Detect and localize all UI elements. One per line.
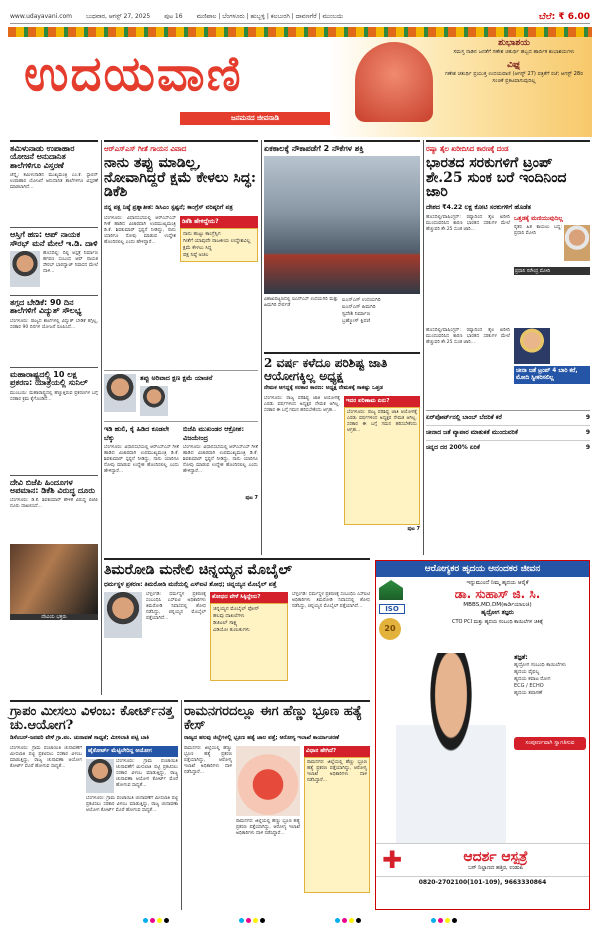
sidebar-box-title: ಡಿಕೆಶಿ ಹೇಳಿದ್ದೇನು? bbox=[180, 216, 258, 228]
hospital-phone[interactable]: 0820-2702100(101-109), 9663330864 bbox=[376, 876, 589, 888]
quote-headline: ಇಡಿ ಹುಲಿ, ಕೈ ಹಿಡಿದ ಕೂಡಲೇ ಬೆಕ್ಕು bbox=[104, 425, 170, 443]
hospital-ad[interactable] bbox=[375, 560, 590, 910]
side-title: ಒತ್ತಡಕ್ಕೆ ಮಣಿಯುವುದಿಲ್ಲ bbox=[514, 215, 563, 223]
list-item: ಕ್ಷಮೆ ಕೇಳಲು ಸಿದ್ಧ bbox=[183, 245, 212, 252]
illustration-image bbox=[236, 746, 300, 816]
caste-subheadline: ನೇಮಕ ಆಗದ್ದಕ್ಕೆ ಸರಕಾರ ಕಾರಣ: ಅಧ್ಯಕ್ಷ ನೇಮಕಕ್ಕೆ ಸಾಕಷ್ಟು ಒತ್ತಡ bbox=[264, 385, 383, 392]
list-item: ಐಎನ್‌ಎಸ್ ಹಿಮಗಿರಿ bbox=[342, 304, 376, 311]
teaser-title: ಚೀನಾದ ಜತೆ ವ್ಯಾಪಾರ ಮಾತುಕತೆ ಮುಂದುವರಿಕೆ bbox=[426, 429, 518, 437]
foeticide-subheadline: ರಾಜ್ಯದ ಹಲವು ಜಿಲ್ಲೆಗಳಲ್ಲಿ ಭ್ರೂಣ ಹತ್ಯೆ ಜಾಲ ಪತ್ತೆ; ಆರೋಗ್ಯ ಇಲಾಖೆ ಕಾರ್ಯಾಚರಣೆ bbox=[184, 735, 340, 742]
caste-body: ಬೆಂಗಳೂರು: ರಾಜ್ಯ ಪರಿಶಿಷ್ಟ ಜಾತಿ ಆಯೋಗಕ್ಕೆ ಎರಡು ವರ್ಷಗಳಿಂದ ಅಧ್ಯಕ್ಷರ ನೇಮಕ ಆಗಿಲ್ಲ. ಸರಕಾರ ಈ ಬಗ್ಗೆ ಗಮನ ಹರಿಸಬೇಕೆಂದು ಆಗ್ರಹ... bbox=[264, 396, 340, 414]
warship-photo bbox=[264, 156, 420, 294]
service-item: ECG / ECHO bbox=[514, 683, 544, 689]
foeticide-body-cont: ರಾಮನಗರ: ಜಿಲ್ಲೆಯಲ್ಲಿ ಹೆಣ್ಣು ಭ್ರೂಣ ಹತ್ಯೆ ಪ್ರಕರಣ ಪತ್ತೆಯಾಗಿದ್ದು, ಆರೋಗ್ಯ ಇಲಾಖೆ ಅಧಿಕಾರಿಗಳು ದಾಳಿ ನಡೆಸಿದ್ದಾರೆ... bbox=[236, 819, 300, 837]
thimarodi-body-cont: ಬೆಳ್ತಂಗಡಿ: ಧರ್ಮಸ್ಥಳ ಪ್ರಕರಣಕ್ಕೆ ಸಂಬಂಧಿಸಿ ಎಸ್‌ಐಟಿ ಅಧಿಕಾರಿಗಳು ತಿಮರೋಡಿ ನಿವಾಸದಲ್ಲಿ ಶೋಧ ನಡೆಸಿದ್ದು, ಚಿನ್ನಯ್ಯನ ಮೊಬೈಲ್ ಪತ್ತೆಯಾಗಿದೆ... bbox=[292, 591, 370, 609]
story-text: ಬೆಂಗಳೂರು: ಡಿ.ಕೆ. ಶಿವಕುಮಾರ್ ಹೇಳಿಕೆ ವಿರುದ್ಧ ಬಿಜೆಪಿ ದೂರು ದಾಖಲಿಸಿದೆ... bbox=[10, 498, 98, 510]
sidebar-box-title: ಇದರ ಪರಿಣಾಮ ಏನು? bbox=[344, 396, 420, 407]
list-item: ಡಿಜಿಟಲ್ ಸಾಕ್ಷ್ಯ bbox=[213, 619, 238, 626]
teaser-item[interactable] bbox=[426, 426, 590, 441]
story-headline[interactable]: ಮಹಾರಾಷ್ಟ್ರದಲ್ಲಿ 10 ಲಕ್ಷ ಪ್ರಕರಣ: ಯಾತ್ರೆಯಲ್ಲಿ ಸುನಿಲ್ bbox=[10, 367, 98, 388]
photo-caption: ಪ್ರಧಾನಿ ನರೇಂದ್ರ ಮೋದಿ bbox=[514, 267, 590, 275]
greeting-title: ಶುಭಾಶಯ bbox=[498, 38, 530, 48]
ad-banner: ಆರೋಗ್ಯಕರ ಹೃದಯ ಆನಂದಕರ ಜೀವನ bbox=[376, 561, 589, 577]
photo-caption: ದೇವಿಯ ಭಕ್ತರು bbox=[10, 614, 98, 620]
left-column bbox=[10, 140, 98, 695]
iso-badge: ISO bbox=[379, 604, 405, 614]
list-item: ಸ್ವದೇಶಿ ನಿರ್ಮಾಣ bbox=[342, 311, 371, 318]
trump-photo bbox=[514, 328, 550, 364]
modi-photo bbox=[564, 225, 590, 261]
lead-headline[interactable]: ನಾನು ತಪ್ಪು ಮಾಡಿಲ್ಲ, ನೋವಾಗಿದ್ದರೆ ಕ್ಷಮೆ ಕೇಳಲು ಸಿದ್ಧ: ಡಿಕೆಶಿ bbox=[104, 155, 257, 201]
caste-story bbox=[264, 352, 420, 555]
story-headline[interactable]: ತಗ್ಗದ ಬೇಡಿಕೆ: 90 ದಿನ ಶಾಲೆಗಳಿಗೆ ವಿದ್ಯುತ್ ಸೌಲಭ್ಯ bbox=[10, 295, 98, 316]
column-divider bbox=[101, 140, 102, 695]
teaser-title: ಚಿನ್ನದ ದರ 200% ಏರಿಕೆ bbox=[426, 444, 480, 452]
gp-headline[interactable]: ಗ್ರಾಪಂ ಮೀಸಲು ವಿಳಂಬ: ಕೋರ್ಟ್‌ನತ್ತ ಚು.ಆಯೋಗ? bbox=[10, 704, 174, 733]
sidebar-box bbox=[180, 228, 258, 262]
hospital-emblem-icon: ✚ bbox=[382, 846, 403, 874]
list-item: ಹಲವು ದಾಖಲೆಗಳು bbox=[213, 612, 245, 619]
devotees-photo bbox=[10, 544, 98, 614]
suspect-photo bbox=[104, 592, 142, 638]
gp-body: ಬೆಂಗಳೂರು: ಗ್ರಾಮ ಪಂಚಾಯಿತಿ ಚುನಾವಣೆಗೆ ಮೀಸಲಾತಿ ಪಟ್ಟಿ ಪ್ರಕಟಿಸಲು ಸರಕಾರ ವಿಳಂಬ ಮಾಡುತ್ತಿದ್ದು, ರಾಜ್ಯ ಚುನಾವಣಾ ಆಯೋಗ ಕೋರ್ಟ್ ಮೊರೆ ಹೋಗುವ ಸಾಧ್ಯತೆ... bbox=[10, 746, 82, 770]
greeting-box bbox=[440, 40, 588, 85]
greeting-text: ಸಮಸ್ತ ನಾಡಿನ ಜನತೆಗೆ ಗಣೇಶ ಚತುರ್ಥಿ ಹಬ್ಬದ ಹಾರ್ದಿಕ ಶುಭಾಶಯಗಳು bbox=[453, 49, 575, 55]
story-text: ಬೆಂಗಳೂರು: ರಾಜ್ಯದ ಶಾಲೆಗಳಲ್ಲಿ ವಿದ್ಯುತ್ ಬೇಡಿಕೆ ತಗ್ಗಿಲ್ಲ, ಸರಕಾರ 90 ದಿನಗಳ ಯೋಜನೆ ರೂಪಿಸಿದೆ... bbox=[10, 318, 98, 330]
holiday-title: ವಿಘ್ನ bbox=[507, 60, 521, 70]
sidebar-box-title: ಶೋಧದ ವೇಳೆ ಸಿಕ್ಕಿದ್ದೇನು? bbox=[210, 592, 288, 603]
politician-photo bbox=[10, 251, 40, 287]
teaser-page: 9 bbox=[585, 429, 590, 437]
garland-decoration bbox=[8, 27, 592, 37]
thimarodi-body: ಬೆಳ್ತಂಗಡಿ: ಧರ್ಮಸ್ಥಳ ಪ್ರಕರಣಕ್ಕೆ ಸಂಬಂಧಿಸಿ ಎಸ್‌ಐಟಿ ಅಧಿಕಾರಿಗಳು ತಿಮರೋಡಿ ನಿವಾಸದಲ್ಲಿ ಶೋಧ ನಡೆಸಿದ್ದು, ಚಿನ್ನಯ್ಯನ ಮೊಬೈಲ್ ಪತ್ತೆಯಾಗಿದೆ... bbox=[146, 591, 206, 621]
price: ಬೆಲೆ: ₹ 6.00 bbox=[538, 11, 590, 22]
service-item: ಹೃದಯ ವೈಫಲ್ಯ bbox=[514, 669, 540, 675]
story-headline[interactable]: ಆಸ್ತಿಗೆ ಹಣ: ಆಪ್ ನಾಯಕ ಸೌರಭ್ ಮನೆ ಮೇಲೆ ಇ.ಡಿ. ದಾಳಿ bbox=[10, 227, 98, 248]
warship-caption: ವಿಶಾಖಪಟ್ಟಣದಲ್ಲಿ ಐಎನ್‌ಎಸ್ ಉದಯಗಿರಿ ಮತ್ತು ಹಿಮಗಿರಿ ಸೇರ್ಪಡೆ bbox=[264, 297, 338, 309]
quote-headline: ತಪ್ಪು ಅರಿವಾದ ಕ್ಷಣ ಕ್ಷಮೆ ಯಾಚನೆ bbox=[140, 374, 213, 383]
color-dots bbox=[239, 918, 265, 923]
teaser-page: 9 bbox=[585, 414, 590, 422]
quote-headline: ಬಿಜೆಪಿ ಮುಖಂಡರ ಆಕ್ರೋಶ: ವಿಜಯೇಂದ್ರ bbox=[183, 425, 245, 443]
caste-headline[interactable]: 2 ವರ್ಷ ಕಳೆದೂ ಪರಿಶಿಷ್ಟ ಜಾತಿ ಆಯೋಗಕ್ಕಿಲ್ಲ ಅಧ್ಯಕ್ಷ bbox=[264, 356, 388, 383]
service-item: ಹೃದಯ ಕವಾಟ ರೋಗ bbox=[514, 676, 551, 682]
doctor-photo bbox=[396, 653, 506, 843]
lead-story bbox=[104, 140, 258, 555]
hospital-logo-icon bbox=[379, 580, 403, 600]
trump-box-headline[interactable]: ಚೀನಾ ಜತೆ ಟ್ರಂಪ್ 4 ಬಾರಿ ಕರೆ, ಮೋದಿ ಸ್ವೀಕರಿಸಲಿಲ್ಲ bbox=[514, 366, 590, 384]
page-count: ಪುಟ 16 bbox=[164, 12, 183, 20]
jump-link[interactable]: ಪುಟ 7 bbox=[407, 526, 420, 533]
service-item: ಹೃದಯ ತಪಾಸಣೆ bbox=[514, 690, 543, 696]
list-item: ಚಿನ್ನಯ್ಯನ ಮೊಬೈಲ್ ಫೋನ್ bbox=[213, 605, 260, 612]
story-text: ಹೊಸದಿಲ್ಲಿ: ದಿಲ್ಲಿ ಆಸ್ಪತ್ರೆ ನಿರ್ಮಾಣ ಹಗರಣ ಸಂಬಂಧ ಆಪ್ ನಾಯಕ ಸೌರಭ್ ಭಾರದ್ವಾಜ್ ನಿವಾಸದ ಮೇಲೆ ದಾಳಿ... bbox=[43, 250, 98, 274]
story-kicker: ರಷ್ಯಾ ತೈಲ ಖರೀದಿಸಿದ ಕಾರಣಕ್ಕೆ ದಂಡ bbox=[426, 145, 509, 153]
story-kicker: ಆರ್‌ಎಸ್‌ಎಸ್ ಗೀತೆ ಗಾಯನ ವಿವಾದ bbox=[104, 145, 187, 153]
sidebar-box-title: ಹೈಕೋರ್ಟ್ ಮೆಟ್ಟಿಲೇರಿದ್ದ ಆಯೋಗ bbox=[86, 746, 178, 757]
lead-body: ಬೆಂಗಳೂರು: ವಿಧಾನಸಭೆಯಲ್ಲಿ ಆರ್‌ಎಸ್‌ಎಸ್ ಗೀತೆ ಹಾಡಿದ ವಿಚಾರವಾಗಿ ಉಪಮುಖ್ಯಮಂತ್ರಿ ಡಿ.ಕೆ. ಶಿವಕುಮಾರ್ ಸ್ಪಷ್ಟನೆ ನೀಡಿದ್ದು, ನಾನು ಯಾರಿಗೂ ನೋವು ಮಾಡುವ ಉದ್ದೇಶ ಹೊಂದಿರಲಿಲ್ಲ ಎಂದು ಹೇಳಿದ್ದಾರೆ... bbox=[104, 216, 176, 246]
website-url[interactable]: www.udayavani.com bbox=[10, 13, 73, 20]
thimarodi-story bbox=[104, 558, 370, 695]
tariff-headline[interactable]: ಭಾರತದ ಸರಕುಗಳಿಗೆ ಟ್ರಂಪ್ ಶೇ.25 ಸುಂಕ ಬರೆ ಇಂದಿನಿಂದ ಜಾರಿ bbox=[426, 155, 567, 201]
list-item: ನಾನು ಹುಟ್ಟು ಕಾಂಗ್ರೆಸ್ಸಿಗ bbox=[183, 231, 221, 238]
story-text: ಮುಂಬಯಿ: ಮಹಾರಾಷ್ಟ್ರದಲ್ಲಿ ಹೆಚ್ಚುತ್ತಿರುವ ಪ್ರಕರಣಗಳ ಬಗ್ಗೆ ಸರಕಾರ ಕ್ರಮ ಕೈಗೊಂಡಿದೆ... bbox=[10, 390, 98, 402]
sidebar-box-text: ರಾಮನಗರ: ಜಿಲ್ಲೆಯಲ್ಲಿ ಹೆಣ್ಣು ಭ್ರೂಣ ಹತ್ಯೆ ಪ್ರಕರಣ ಪತ್ತೆಯಾಗಿದ್ದು, ಆರೋಗ್ಯ ಇಲಾಖೆ ಅಧಿಕಾರಿಗಳು ದಾಳಿ ನಡೆಸಿದ್ದಾರೆ... bbox=[304, 757, 370, 893]
list-item: ಬ್ರಹ್ಮೋಸ್ ಕ್ಷಿಪಣಿ bbox=[342, 318, 371, 325]
hospital-name: ಆದರ್ಶ ಆಸ್ಪತ್ರೆ bbox=[463, 848, 528, 865]
quote-text: ಬೆಂಗಳೂರು: ವಿಧಾನಸಭೆಯಲ್ಲಿ ಆರ್‌ಎಸ್‌ಎಸ್ ಗೀತೆ ಹಾಡಿದ ವಿಚಾರವಾಗಿ ಉಪಮುಖ್ಯಮಂತ್ರಿ ಡಿ.ಕೆ. ಶಿವಕುಮಾರ್ ಸ್ಪಷ್ಟನೆ ನೀಡಿದ್ದು, ನಾನು ಯಾರಿಗೂ ನೋವು ಮಾಡುವ ಉದ್ದೇಶ ಹೊಂದಿರಲಿಲ್ಲ ಎಂದು ಹೇಳಿದ್ದಾರೆ... bbox=[104, 445, 179, 475]
teaser-title: ಏರ್‌ಪೋರ್ಟ್‌ನಲ್ಲಿ ಬಾಂಬ್ ಬೆದರಿಕೆ ಕರೆ bbox=[426, 414, 502, 422]
tariff-story bbox=[426, 140, 590, 555]
list-item: ಪಕ್ಷ ನಿಷ್ಠೆ ಅಚಲ bbox=[183, 252, 209, 259]
column-divider bbox=[181, 700, 182, 910]
sidebar-box bbox=[210, 603, 288, 681]
service-item: ಹೃದ್ರೋಗ ಸಂಬಂಧಿ ಕಾಯಿಲೆಗಳು bbox=[514, 662, 567, 668]
top-info-bar bbox=[10, 10, 590, 24]
experience-badge: 20 bbox=[379, 618, 401, 640]
holiday-text: ಗಣೇಶ ಚತುರ್ಥಿ ಪ್ರಯುಕ್ತ ಉದಯವಾಣಿ (ಆಗಸ್ಟ್ 27) ಪತ್ರಿಕೆಗೆ ರಜೆ; ಆಗಸ್ಟ್ 28ರ ಸಂಚಿಕೆ ಪ್ರಕಟವಾಗುವುದಿಲ್ಲ bbox=[445, 71, 583, 84]
editions-list: ಮಣಿಪಾಲ | ಬೆಂಗಳೂರು | ಹುಬ್ಬಳ್ಳಿ | ಕಲಬುರಗಿ | ದಾವಣಗೆರೆ | ಮುಂಬಯಿ bbox=[196, 12, 344, 20]
print-registration-marks bbox=[0, 912, 600, 928]
tariff-body-cont: ಹೊಸದಿಲ್ಲಿ/ವಾಷಿಂಗ್ಟನ್: ರಷ್ಯಾದಿಂದ ತೈಲ ಖರೀದಿ ಮುಂದುವರಿಸಿದ ಕಾರಣ ಭಾರತದ ಸರಕುಗಳ ಮೇಲೆ ಹೆಚ್ಚುವರಿ ಶೇ.25 ಸುಂಕ ಜಾರಿ... bbox=[426, 328, 510, 346]
tariff-subheadline: ದೇಶದ ₹4.22 ಲಕ್ಷ ಕೋಟಿ ಸರಕುಗಳಿಗೆ ಹೊಡೆತ bbox=[426, 203, 531, 212]
thimarodi-headline[interactable]: ತಿಮರೋಡಿ ಮನೇಲಿ ಚಿನ್ನಯ್ಯನ ಮೊಬೈಲ್ bbox=[104, 562, 293, 578]
tariff-body: ಹೊಸದಿಲ್ಲಿ/ವಾಷಿಂಗ್ಟನ್: ರಷ್ಯಾದಿಂದ ತೈಲ ಖರೀದಿ ಮುಂದುವರಿಸಿದ ಕಾರಣ ಭಾರತದ ಸರಕುಗಳ ಮೇಲೆ ಹೆಚ್ಚುವರಿ ಶೇ.25 ಸುಂಕ ಜಾರಿ... bbox=[426, 215, 510, 233]
leader-photo bbox=[140, 386, 168, 416]
story-text: ಚೆನ್ನೈ: ತಮಿಳುನಾಡಿನ ಮುಖ್ಯಮಂತ್ರಿ ಎಂ.ಕೆ. ಸ್ಟಾಲಿನ್ ಉಪಾಹಾರ ಯೋಜನೆ ಅನುದಾನಿತ ಶಾಲೆಗಳಿಗೂ ವಿಸ್ತರಣೆ ಮಾಡಲಾಗಿದೆ... bbox=[10, 173, 98, 191]
doctor-specialty: CTO PCI ಮತ್ತು ಹೃದಯ ಸಂಬಂಧಿ ಕಾಯಿಲೆಗಳ ಚಿಕಿತ್ಸೆ bbox=[451, 619, 544, 625]
newspaper-logo: ಉದಯವಾಣಿ bbox=[24, 46, 243, 102]
color-dots bbox=[431, 918, 457, 923]
ganesha-illustration bbox=[355, 42, 433, 122]
quote-text: ಬೆಂಗಳೂರು: ವಿಧಾನಸಭೆಯಲ್ಲಿ ಆರ್‌ಎಸ್‌ಎಸ್ ಗೀತೆ ಹಾಡಿದ ವಿಚಾರವಾಗಿ ಉಪಮುಖ್ಯಮಂತ್ರಿ ಡಿ.ಕೆ. ಶಿವಕುಮಾರ್ ಸ್ಪಷ್ಟನೆ ನೀಡಿದ್ದು, ನಾನು ಯಾರಿಗೂ ನೋವು ಮಾಡುವ ಉದ್ದೇಶ ಹೊಂದಿರಲಿಲ್ಲ ಎಂದು ಹೇಳಿದ್ದಾರೆ... bbox=[183, 445, 258, 475]
foeticide-body: ರಾಮನಗರ: ಜಿಲ್ಲೆಯಲ್ಲಿ ಹೆಣ್ಣು ಭ್ರೂಣ ಹತ್ಯೆ ಪ್ರಕರಣ ಪತ್ತೆಯಾಗಿದ್ದು, ಆರೋಗ್ಯ ಇಲಾಖೆ ಅಧಿಕಾರಿಗಳು ದಾಳಿ ನಡೆಸಿದ್ದಾರೆ... bbox=[184, 746, 232, 776]
gp-subheadline: ಡಿಸೆಂಬರ್‌-ಜನವರಿ ವೇಳೆ ಗ್ರಾ.ಪಂ. ಚುನಾವಣೆ ಸಾಧ್ಯತೆ; ಮೀಸಲಾತಿ ಪಟ್ಟಿ ಬಾಕಿ bbox=[10, 735, 150, 742]
teaser-item[interactable] bbox=[426, 411, 590, 426]
color-dots bbox=[143, 918, 169, 923]
story-headline[interactable]: ದೇವಿ ಬಿಜೆಪಿ ಹಿಂದೂಗಳ ಅಪಮಾನ: ಡಿಕೆಶಿ ವಿರುದ್ಧ ದೂರು bbox=[10, 475, 98, 496]
services-box bbox=[514, 653, 586, 750]
warship-headline[interactable]: ಏಕಕಾಲಕ್ಕೆ ನೌಕಾಪಡೆಗೆ 2 ನೌಕೆಗಳ ಶಕ್ತಿ bbox=[264, 144, 364, 153]
story-headline[interactable]: ತಮಿಳುನಾಡು ಉಪಾಹಾರ ಯೋಜನೆ ಅನುದಾನಿತ ಶಾಲೆಗಳಿಗೂ ವಿಸ್ತರಣೆ bbox=[10, 144, 75, 170]
teaser-item[interactable] bbox=[426, 441, 590, 455]
column-divider bbox=[261, 140, 262, 555]
doctor-name: ಡಾ. ಸುಹಾಸ್ ಜಿ. ಸಿ. bbox=[454, 587, 541, 601]
gram-panchayat-story bbox=[10, 700, 178, 910]
edition-date: ಬುಧವಾರ, ಆಗಸ್ಟ್ 27, 2025 bbox=[86, 12, 151, 20]
sidebar-box-text: ಬೆಂಗಳೂರು: ರಾಜ್ಯ ಪರಿಶಿಷ್ಟ ಜಾತಿ ಆಯೋಗಕ್ಕೆ ಎರಡು ವರ್ಷಗಳಿಂದ ಅಧ್ಯಕ್ಷರ ನೇಮಕ ಆಗಿಲ್ಲ. ಸರಕಾರ ಈ ಬಗ್ಗೆ ಗಮನ ಹರಿಸಬೇಕೆಂದು ಆಗ್ರಹ... bbox=[344, 407, 420, 525]
sidebar-text: ಬೆಂಗಳೂರು: ಗ್ರಾಮ ಪಂಚಾಯಿತಿ ಚುನಾವಣೆಗೆ ಮೀಸಲಾತಿ ಪಟ್ಟಿ ಪ್ರಕಟಿಸಲು ಸರಕಾರ ವಿಳಂಬ ಮಾಡುತ್ತಿದ್ದು, ರಾಜ್ಯ ಚುನಾವಣಾ ಆಯೋಗ ಕೋರ್ಟ್ ಮೊರೆ ಹೋಗುವ ಸಾಧ್ಯತೆ... bbox=[116, 759, 178, 789]
official-photo bbox=[86, 759, 114, 793]
hospital-address: ಬಸ್ ನಿಲ್ದಾಣದ ಹತ್ತಿರ, ಉಡುಪಿ bbox=[468, 864, 523, 871]
sidebar-box-title: ವಿಧಾನ ಹೇಗಿದೆ? bbox=[304, 746, 370, 757]
dk-shivakumar-photo bbox=[104, 374, 136, 412]
list-item: ಗೀತೆಗೆ ಯಾವುದೇ ರಾಜಕೀಯ ಉದ್ದೇಶವಿಲ್ಲ bbox=[183, 238, 251, 245]
sidebar-text: ಬೆಂಗಳೂರು: ಗ್ರಾಮ ಪಂಚಾಯಿತಿ ಚುನಾವಣೆಗೆ ಮೀಸಲಾತಿ ಪಟ್ಟಿ ಪ್ರಕಟಿಸಲು ಸರಕಾರ ವಿಳಂಬ ಮಾಡುತ್ತಿದ್ದು, ರಾಜ್ಯ ಚುನಾವಣಾ ಆಯೋಗ ಕೋರ್ಟ್ ಮೊರೆ ಹೋಗುವ ಸಾಧ್ಯತೆ... bbox=[86, 796, 178, 814]
doctor-degree: MBBS,MD,DM(ಕಾರ್ಡಿಯಾಲಜಿ) bbox=[463, 602, 532, 608]
doctor-role: ಹೃದ್ರೋಗ ತಜ್ಞರು bbox=[481, 609, 514, 616]
side-text: ರೈತರ ಹಿತ ಕಾಯಲು ಬದ್ಧ: ಪ್ರಧಾನಿ ಮೋದಿ bbox=[514, 225, 562, 237]
services-title: ತಜ್ಞತೆ: bbox=[514, 653, 528, 661]
thimarodi-subheadline: ಧರ್ಮಸ್ಥಳ ಪ್ರಕರಣ: ತಿಮರೋಡಿ ಮನೆಯಲ್ಲಿ ಎಸ್‌ಐಟಿ ಶೋಧ; ಚಿನ್ನಯ್ಯನ ಮೊಬೈಲ್ ಪತ್ತೆ bbox=[104, 580, 277, 588]
list-item: ವಿಡಿಯೋ ತುಣುಕುಗಳು bbox=[213, 626, 250, 633]
foeticide-story bbox=[184, 700, 370, 910]
ad-intro: ಇನ್ನುಮುಂದೆ ನಿಮ್ಮ ಹೃದಯ ಆರೈಕೆ bbox=[466, 580, 529, 586]
tagline: ಜನಮನದ ಜೀವನಾಡಿ bbox=[180, 112, 330, 125]
list-item: ಐಎನ್‌ಎಸ್ ಉದಯಗಿರಿ bbox=[342, 297, 381, 304]
column-divider bbox=[423, 140, 424, 555]
foeticide-headline[interactable]: ರಾಮನಗರದಲ್ಲೂ ಈಗ ಹೆಣ್ಣು ಭ್ರೂಣ ಹತ್ಯೆ ಕೇಸ್ bbox=[184, 704, 362, 733]
teaser-page: 9 bbox=[585, 444, 590, 452]
jump-link[interactable]: ಪುಟ 7 bbox=[245, 495, 258, 502]
color-dots bbox=[335, 918, 361, 923]
lead-subheadline: ನನ್ನ ಪಕ್ಷ ನಿಷ್ಠೆ ಪ್ರಶ್ನಾತೀತ: ಡಿಸಿಎಂ ಸ್ಪಷ್ಟನೆ; ಕಾಂಗ್ರೆಸ್ ವರಿಷ್ಠರಿಗೆ ಪತ್ರ bbox=[104, 204, 233, 212]
warship-story bbox=[264, 140, 420, 350]
welcome-tag: ಸಂಪೂರ್ಣವಾಗಿ ಸ್ವಾಗತಿಸುವ bbox=[514, 737, 586, 750]
